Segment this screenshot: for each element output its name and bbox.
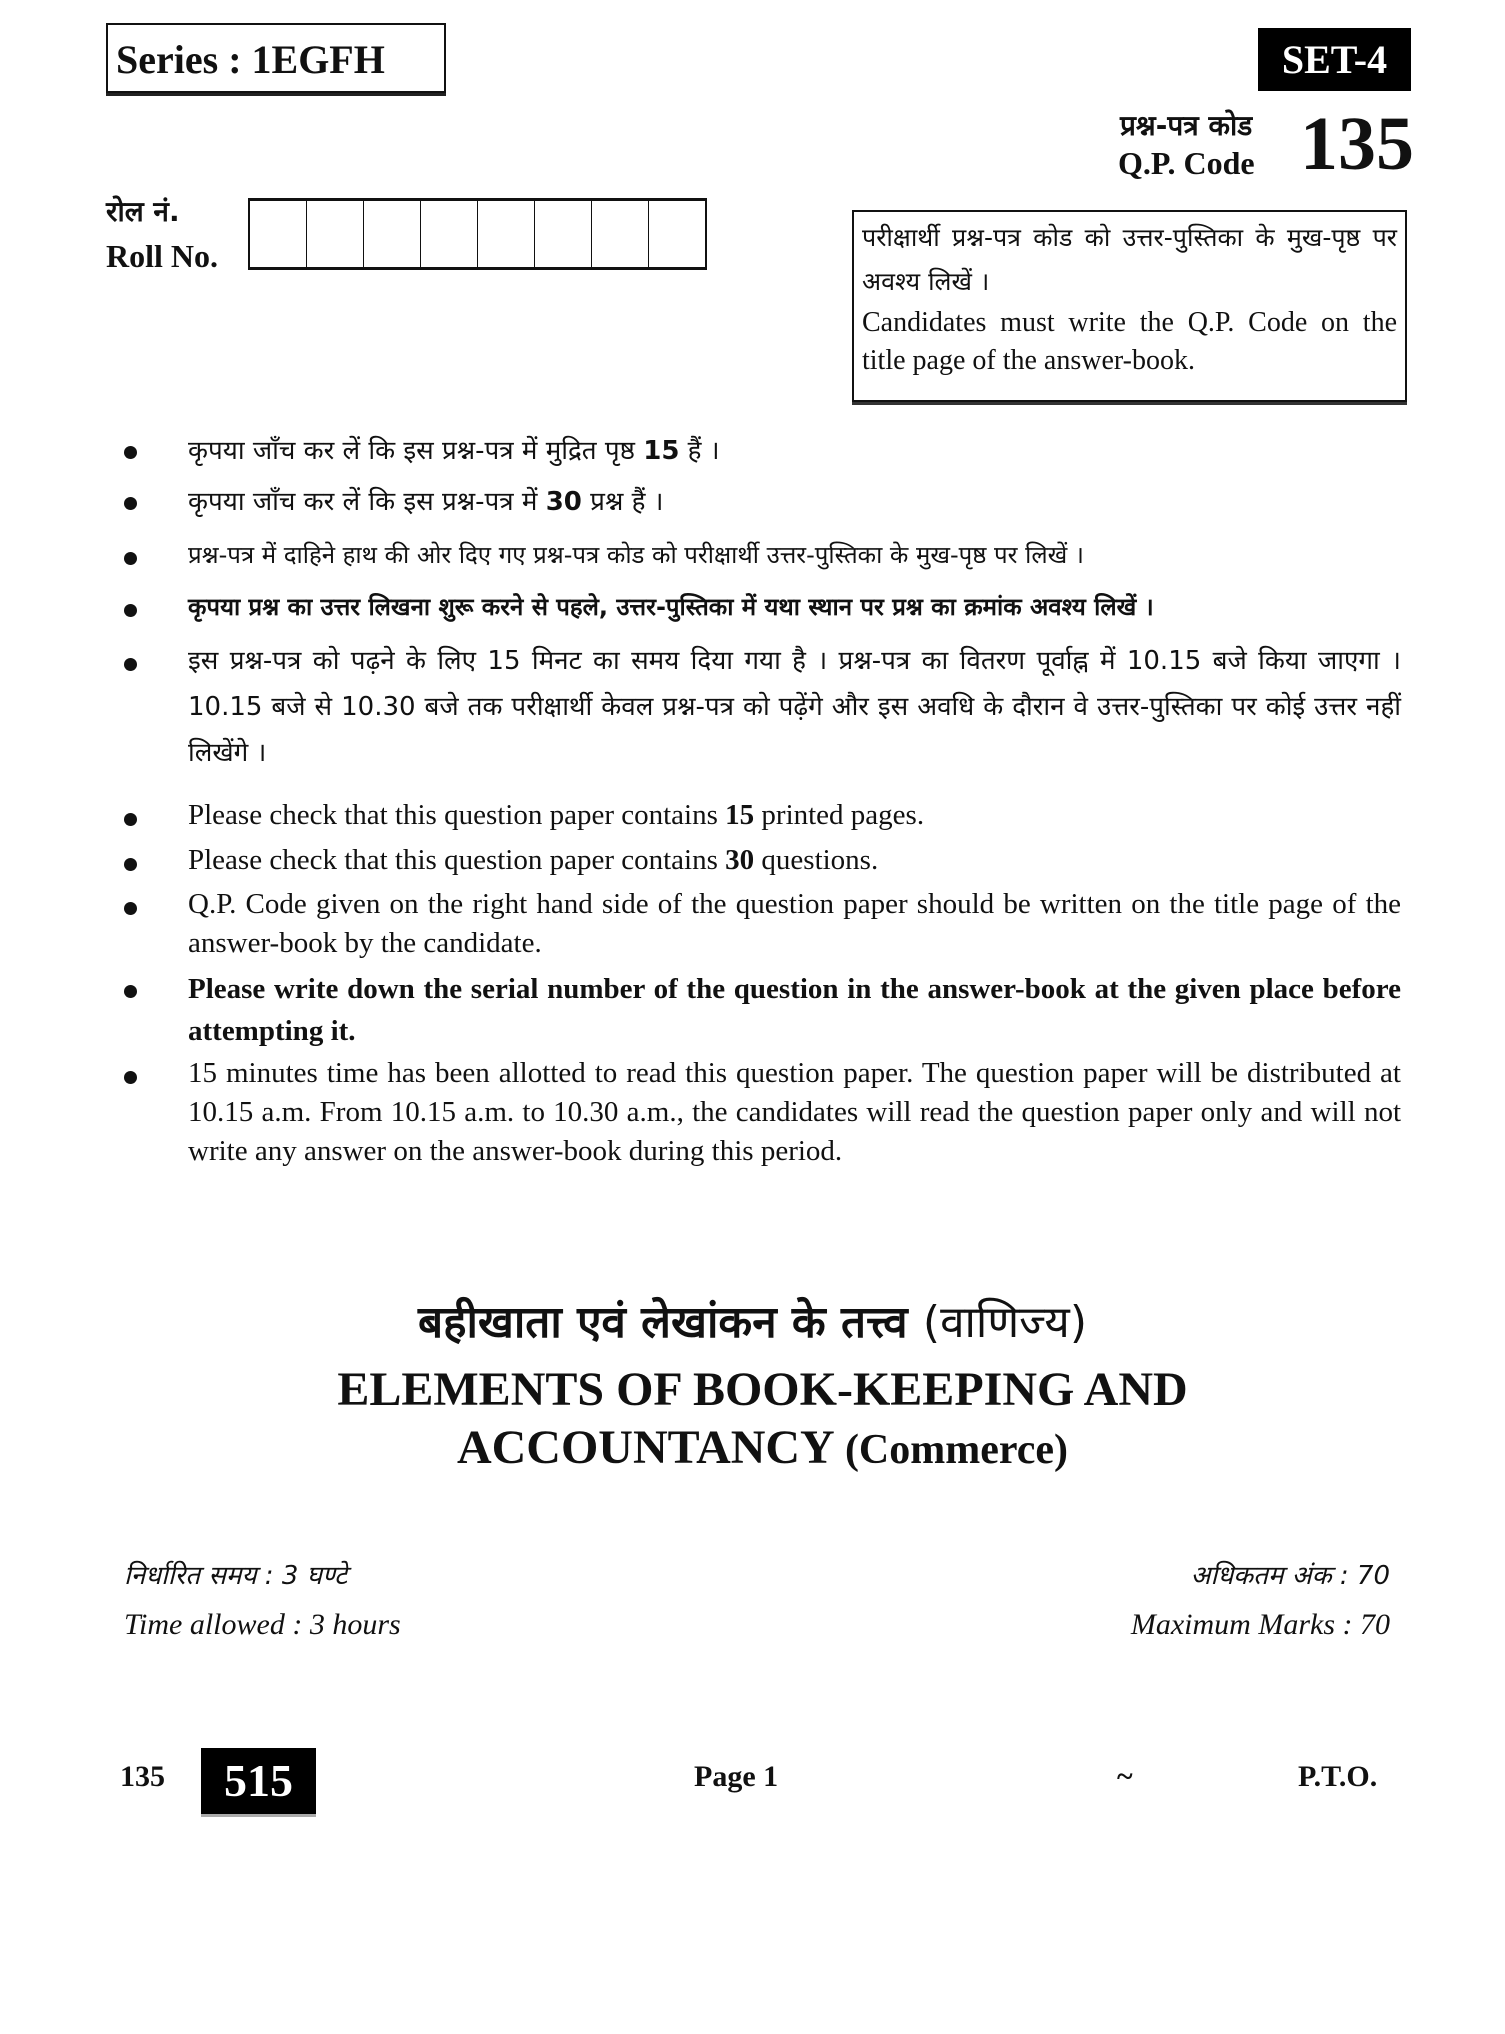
roll-cell[interactable] xyxy=(535,201,592,267)
qp-code-notice-box xyxy=(852,210,1407,402)
roll-label-hindi: रोल नं. xyxy=(106,195,180,228)
qp-code-label-hindi: प्रश्न-पत्र कोड xyxy=(1120,109,1253,142)
instruction-en-2: Please check that this question paper contains 30 questions. xyxy=(188,844,879,876)
subject-title-hindi: बहीखाता एवं लेखांकन के तत्त्व (वाणिज्य) xyxy=(418,1297,1087,1348)
bullet-icon xyxy=(124,446,137,459)
bullet-icon xyxy=(124,497,137,510)
subject-title-line2: ACCOUNTANCY (Commerce) xyxy=(456,1421,1069,1474)
roll-cell[interactable] xyxy=(250,201,307,267)
instruction-hi-1: कृपया जाँच कर लें कि इस प्रश्न-पत्र में मुद्रित पृष्ठ 15 हैं । xyxy=(188,436,720,466)
instruction-en-1: Please check that this question paper contains 15 printed pages. xyxy=(188,799,925,831)
bullet-icon xyxy=(124,1071,137,1084)
instruction-en-5: 15 minutes time has been allotted to read this question paper. The question paper will be distributed at 10.15 a.m. From 10.15 a.m. to 10.30 a.m., the candidates will read the question paper only and will not write any answer on the answer-book during this period. xyxy=(188,1057,1401,1167)
bullet-icon xyxy=(124,813,137,826)
bullet-icon xyxy=(124,604,137,617)
bullet-icon xyxy=(124,658,137,671)
page-number: Page 1 xyxy=(694,1760,779,1793)
qp-code-label: Q.P. Code xyxy=(1118,145,1255,181)
qp-code-number: 135 xyxy=(1300,102,1414,186)
instruction-hi-3: प्रश्न-पत्र में दाहिने हाथ की ओर दिए गए प्रश्न-पत्र कोड को परीक्षार्थी उत्तर-पुस्तिका के मुख-पृष्ठ पर लिखें । xyxy=(188,541,1084,569)
roll-cell[interactable] xyxy=(307,201,364,267)
notice-english: Candidates must write the Q.P. Code on the title page of the answer-book. xyxy=(862,307,1397,376)
bullet-icon xyxy=(124,858,137,871)
bullet-icon xyxy=(124,552,137,565)
instruction-hi-2: कृपया जाँच कर लें कि इस प्रश्न-पत्र में 30 प्रश्न हैं । xyxy=(188,487,664,517)
time-allowed: Time allowed : 3 hours xyxy=(124,1608,401,1641)
notice-hindi: परीक्षार्थी प्रश्न-पत्र कोड को उत्तर-पुस्तिका के मुख-पृष्ठ पर अवश्य लिखें । xyxy=(862,223,1397,296)
instruction-en-4: Please write down the serial number of the question in the answer-book at the given place before attempting it. xyxy=(188,973,1401,1047)
roll-cell[interactable] xyxy=(478,201,535,267)
roll-cell[interactable] xyxy=(421,201,478,267)
series-label: Series : 1EGFH xyxy=(106,23,446,93)
max-marks-hindi: अधिकतम अंक : 70 xyxy=(1190,1561,1390,1591)
footer-mark: ~ xyxy=(1117,1760,1133,1793)
roll-cell[interactable] xyxy=(592,201,649,267)
roll-number-boxes[interactable] xyxy=(248,198,707,270)
roll-label: Roll No. xyxy=(106,238,218,274)
max-marks: Maximum Marks : 70 xyxy=(1130,1608,1390,1641)
time-allowed-hindi: निर्धारित समय : 3 घण्टे xyxy=(124,1561,348,1591)
instruction-hi-5: इस प्रश्न-पत्र को पढ़ने के लिए 15 मिनट का समय दिया गया है । प्रश्न-पत्र का वितरण पूर्वाह्न में 10.15 बजे किया जाएगा । 10.15 बजे से 10.30 बजे तक परीक्षार्थी केवल प्रश्न-पत्र को पढ़ेंगे और इस अवधि के दौरान वे उत्तर-पुस्तिका पर कोई उत्तर नहीं लिखेंगे । xyxy=(188,646,1401,768)
pto-label: P.T.O. xyxy=(1298,1760,1378,1793)
roll-cell[interactable] xyxy=(649,201,705,267)
subject-title-line1: ELEMENTS OF BOOK-KEEPING AND xyxy=(337,1363,1188,1416)
bullet-icon xyxy=(124,985,137,998)
instruction-hi-4: कृपया प्रश्न का उत्तर लिखना शुरू करने से पहले, उत्तर-पुस्तिका में यथा स्थान पर प्रश्न का क्रमांक अवश्य लिखें । xyxy=(188,593,1154,621)
set-badge: SET-4 xyxy=(1258,28,1411,91)
footer-code-box: 515 xyxy=(201,1748,316,1814)
bullet-icon xyxy=(124,902,137,915)
roll-cell[interactable] xyxy=(364,201,421,267)
instruction-en-3: Q.P. Code given on the right hand side of the question paper should be written on the title page of the answer-book by the candidate. xyxy=(188,888,1401,959)
footer-code: 135 xyxy=(120,1760,165,1793)
